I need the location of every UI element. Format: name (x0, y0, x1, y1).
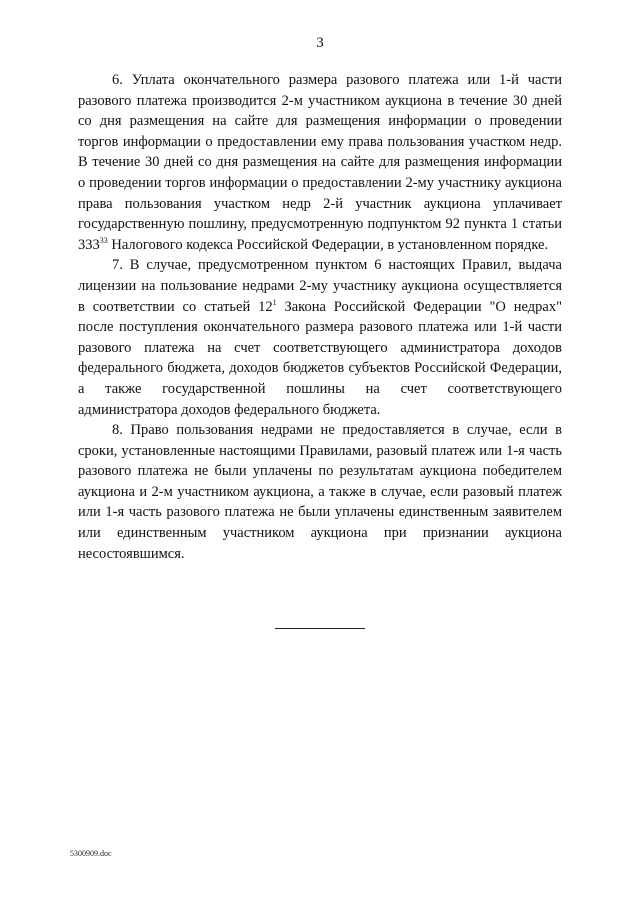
paragraph-6-text-end: Налогового кодекса Российской Федерации, в установленном порядке. (107, 236, 549, 253)
paragraph-7-text: 7. В случае, предусмотренном пунктом 6 настоящих Правил, выдача лицензии на пользование недрами 2-му участнику аукциона осуществляется в соответствии со статьей 12 (78, 257, 562, 315)
paragraph-8: 8. Право пользования недрами не предоставляется в случае, если в сроки, установленные настоящими Правилами, разовый платеж или 1-я часть разового платежа не были уплачены по результатам аукциона победителем аукциона и 2-м участником аукциона, а также в случае, если разовый платеж или 1-я часть разового платежа не были уплачены единственным заявителем или единственным участником аукциона при признании аукциона несостоявшимся. (78, 422, 562, 562)
paragraph-6-text: 6. Уплата окончательного размера разового платежа или 1-й части разового платежа производится 2-м участником аукциона в течение 30 дней со дня размещения на сайте для размещения информации о проведении торгов информации о предоставлении ему права пользования участком недр. В течение 30 дней со дня размещения на сайте для размещения информации о проведении торгов информации о предоставлении 2-му участнику аукциона права пользования участком недр 2-й участник аукциона уплачивает государственную пошлину, предусмотренную подпунктом 92 пункта 1 статьи 333 (78, 72, 562, 253)
article-superscript: 33 (99, 235, 108, 245)
article-superscript: 1 (272, 297, 277, 307)
paragraph-7 (78, 255, 562, 420)
document-body (78, 70, 562, 564)
end-divider (275, 628, 365, 629)
paragraph-6 (78, 70, 562, 255)
file-name-footer: 5300909.doc (70, 849, 112, 858)
page-number: 3 (316, 35, 324, 51)
paragraph-7-text-end: Закона Российской Федерации "О недрах" после поступления окончательного размера разового платежа или 1-й части разового платежа на счет соответствующего администратора доходов федерального бюджета, доходов бюджетов субъектов Российской Федерации, а также государственной пошлины на счет соответствующего администратора доходов федерального бюджета. (78, 298, 562, 418)
